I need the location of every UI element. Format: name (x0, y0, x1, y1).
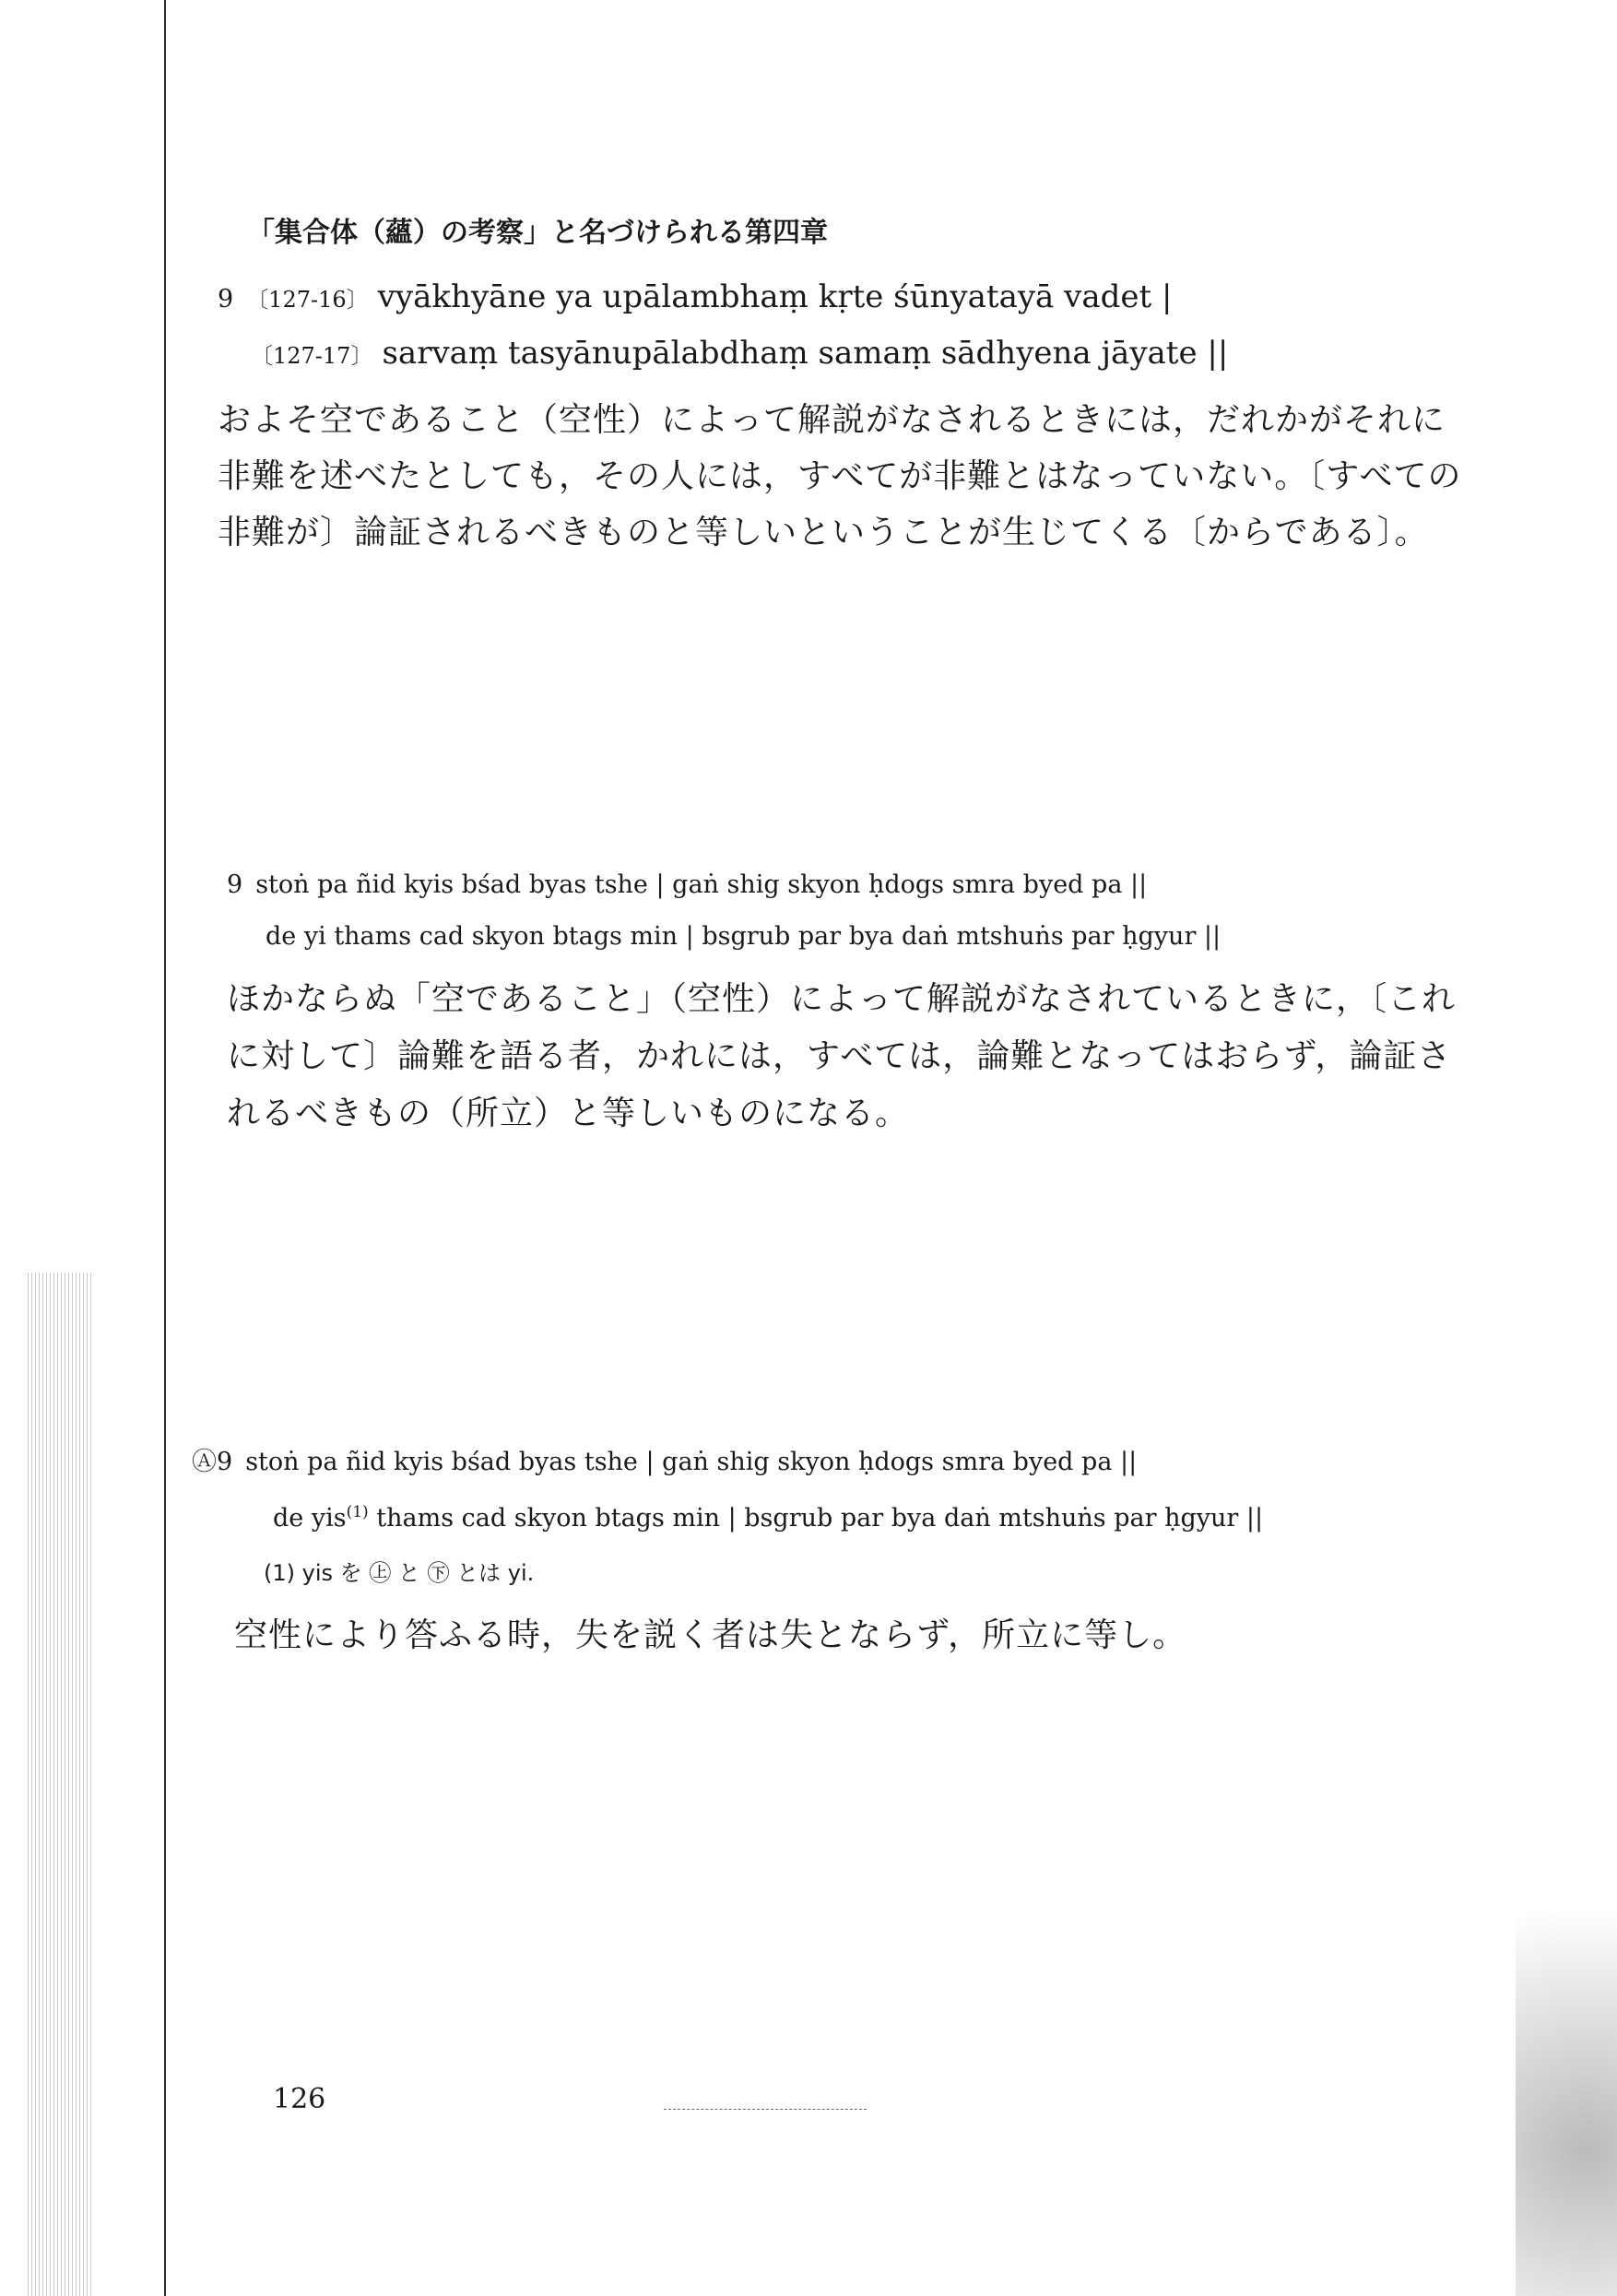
verse-text: sarvaṃ tasyānupālabdhaṃ samaṃ sādhyena jāyate || (382, 335, 1229, 372)
verse-text-rest: thams cad skyon btags min | bsgrub par bya daṅ mtshuṅs par ḥgyur || (368, 1504, 1264, 1533)
page-number: 126 (273, 2083, 326, 2115)
verse-number: Ⓐ9 (192, 1448, 233, 1476)
translation-line: ほかならぬ「空であること」（空性）によって解説がなされているときに，〔これ (227, 980, 1457, 1018)
scan-noise-left (28, 1272, 92, 2296)
verse-reference: 〔127-17〕 (251, 343, 373, 369)
translation-line: に対して〕論難を語る者，かれには，すべては，論難となってはおらず，論証さ (227, 1037, 1452, 1075)
verse-text: vyākhyāne ya upālambhaṃ kṛte śūnyatayā vadet | (377, 278, 1173, 315)
verse-line-sanskrit-2 (251, 335, 1229, 372)
verse-text: stoṅ pa ñid kyis bśad byas tshe | gaṅ shig skyon ḥdogs smra byed pa || (255, 870, 1148, 899)
translation-line: 非難が〕論証されるべきものと等しいということが生じてくる〔からである〕。 (218, 514, 1429, 551)
chapter-title: 「集合体（蘊）の考察」と名づけられる第四章 (247, 217, 828, 249)
translation-line: れるべきもの（所立）と等しいものになる。 (227, 1095, 910, 1132)
verse-reference: 〔127-16〕 (246, 287, 369, 313)
translation-line: およそ空であること（空性）によって解説がなされるときには，だれかがそれに (218, 401, 1446, 439)
scan-noise-right (1516, 1807, 1617, 2296)
footnote: (1) yis を ㊤ と ㊦ とは yi. (264, 1560, 535, 1586)
verse-number: 9 (227, 870, 243, 899)
verse-line-tibetan-variant-1 (192, 1450, 1137, 1474)
scan-mark-line (664, 2109, 867, 2111)
verse-line-tibetan-variant-2 (273, 1505, 1263, 1531)
verse-text: stoṅ pa ñid kyis bśad byas tshe | gaṅ shig skyon ḥdogs smra byed pa || (245, 1448, 1138, 1476)
verse-number: 9 (218, 285, 234, 314)
verse-line-sanskrit-1 (218, 278, 1173, 315)
footnote-marker: (1) (346, 1503, 369, 1521)
verse-line-tibetan-2: de yi thams cad skyon btags min | bsgrub par bya daṅ mtshuṅs par ḥgyur || (266, 922, 1222, 951)
translation-line: 非難を述べたとしても，その人には，すべてが非難とはなっていない。〔すべての (218, 457, 1462, 495)
verse-text-prefix: de yis (273, 1504, 347, 1533)
page-edge-line (164, 0, 166, 2296)
translation-line: 空性により答ふる時，失を説く者は失とならず，所立に等し。 (234, 1616, 1187, 1654)
verse-line-tibetan-1 (227, 872, 1147, 897)
